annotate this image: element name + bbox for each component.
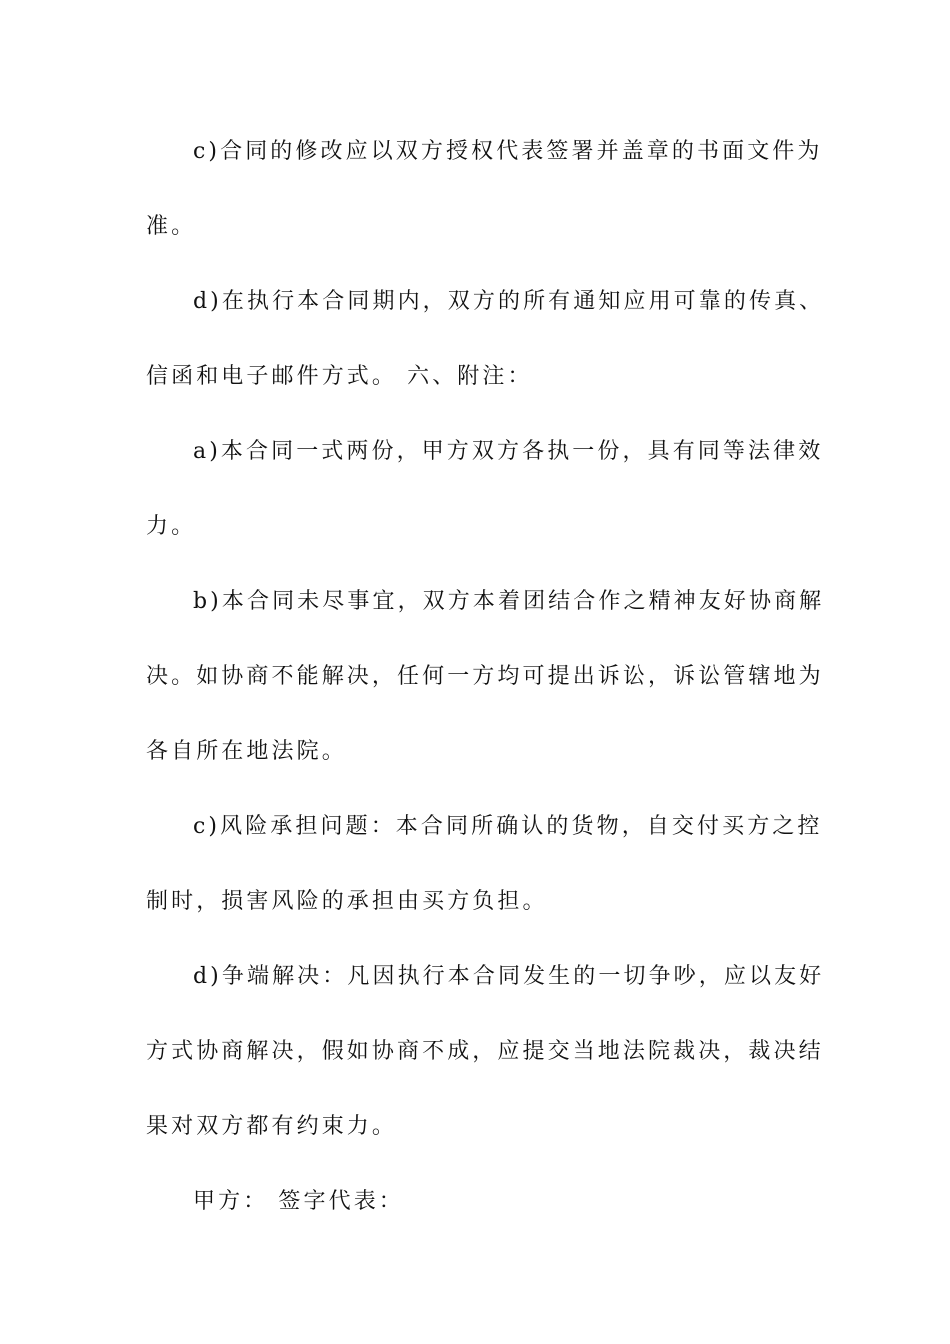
note-d-line-1: d)争端解决：凡因执行本合同发生的一切争吵，应以友好 <box>193 964 825 989</box>
note-b-line-3: 各自所在地法院。 <box>146 739 347 764</box>
note-c-line-1: c)风险承担问题：本合同所确认的货物，自交付买方之控 <box>193 814 823 839</box>
note-b-line-2: 决。如协商不能解决，任何一方均可提出诉讼，诉讼管辖地为 <box>146 664 824 689</box>
note-a-line-2: 力。 <box>146 514 197 539</box>
note-d-line-3: 果对双方都有约束力。 <box>146 1114 398 1139</box>
note-c-line-2: 制时，损害风险的承担由买方负担。 <box>146 889 548 914</box>
signature-line: 甲方： 签字代表： <box>193 1189 404 1214</box>
clause-c-amendment-line-1: c)合同的修改应以双方授权代表签署并盖章的书面文件为 <box>193 139 823 164</box>
note-d-line-2: 方式协商解决，假如协商不成，应提交当地法院裁决，裁决结 <box>146 1039 824 1064</box>
clause-c-amendment-line-2: 准。 <box>146 214 197 239</box>
note-b-line-1: b)本合同未尽事宜，双方本着团结合作之精神友好协商解 <box>193 589 825 614</box>
note-a-line-1: a)本合同一式两份，甲方双方各执一份，具有同等法律效 <box>193 439 824 464</box>
clause-d-notice-line-1: d)在执行本合同期内，双方的所有通知应用可靠的传真、 <box>193 289 825 314</box>
clause-d-notice-line-2: 信函和电子邮件方式。 六、附注： <box>146 364 533 389</box>
